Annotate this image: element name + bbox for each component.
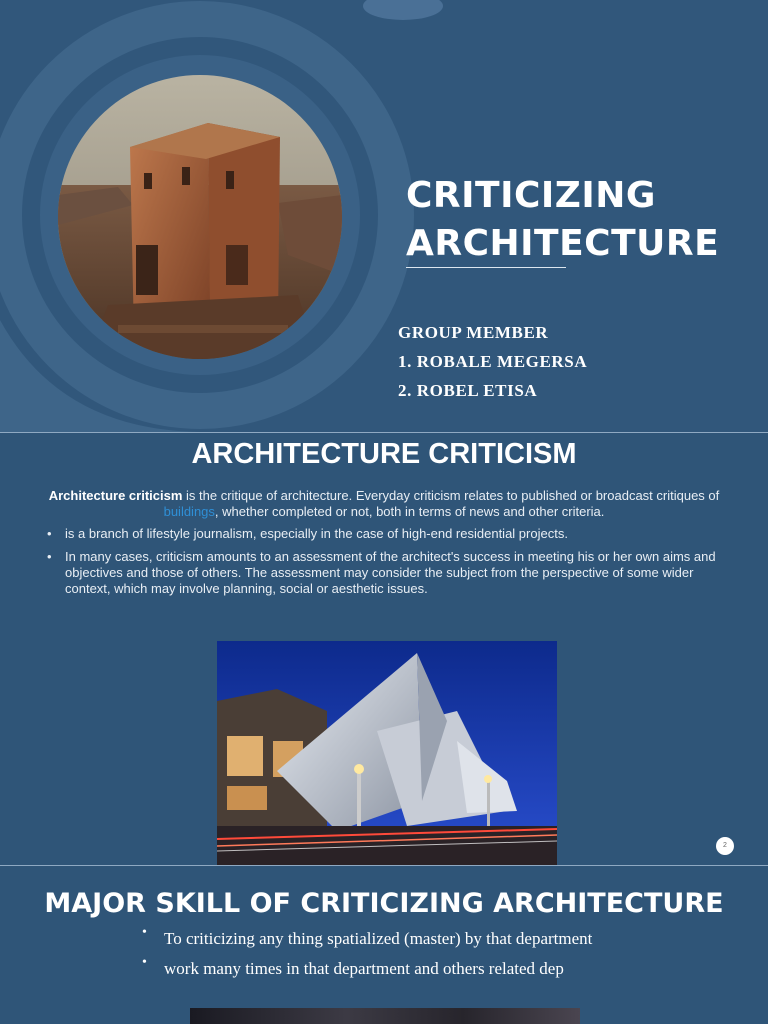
skill-list <box>140 926 620 986</box>
bullet-text: In many cases, criticism amounts to an assessment of the architect's success in meeting his or her own aims and objectives and those of others. The assessment may consider the subject from the perspective of some wider context, which may involve planning, social or aesthetic issues. <box>65 549 716 596</box>
intro-text-2: , whether completed or not, both in terms of news and other criteria. <box>214 504 605 519</box>
intro-term: Architecture criticism <box>48 488 183 503</box>
list-item <box>47 549 727 597</box>
group-label: GROUP MEMBER <box>398 323 549 342</box>
museum-photo <box>217 641 557 865</box>
skill-text: work many times in that department and others related dep <box>164 959 564 978</box>
criticism-slide <box>0 433 768 865</box>
skills-photo <box>190 1008 580 1024</box>
group-members <box>398 318 587 405</box>
list-item <box>140 926 620 952</box>
intro-paragraph <box>40 488 728 520</box>
bullet-text: is a branch of lifestyle journalism, especially in the case of high-end residential projects. <box>65 526 568 541</box>
skill-text: To criticizing any thing spatialized (master) by that department <box>164 929 593 948</box>
bullet-list <box>47 526 727 604</box>
slide-title: MAJOR SKILL OF CRITICIZING ARCHITECTURE <box>44 888 724 919</box>
buildings-link[interactable]: buildings <box>163 504 215 519</box>
bullet-icon: • <box>47 526 52 541</box>
bullet-icon: • <box>47 549 52 564</box>
title-underline <box>406 267 566 268</box>
title-slide <box>0 0 768 432</box>
list-item <box>140 956 620 982</box>
member-1: 1. ROBALE MEGERSA <box>398 352 588 371</box>
bullet-icon: • <box>142 955 147 970</box>
church-photo <box>58 75 342 359</box>
presentation-title <box>406 172 719 268</box>
title-line-1: CRITICIZING <box>406 175 656 216</box>
skills-slide <box>0 866 768 1024</box>
member-2: 2. ROBEL ETISA <box>398 381 538 400</box>
page-number-badge: 2 <box>716 837 734 855</box>
slide-title: ARCHITECTURE CRITICISM <box>191 438 577 470</box>
intro-text-1: is the critique of architecture. Everyday criticism relates to published or broadcast critiques of <box>182 488 720 503</box>
list-item <box>47 526 727 542</box>
bullet-icon: • <box>142 925 147 940</box>
title-line-2: ARCHITECTURE <box>406 223 720 264</box>
